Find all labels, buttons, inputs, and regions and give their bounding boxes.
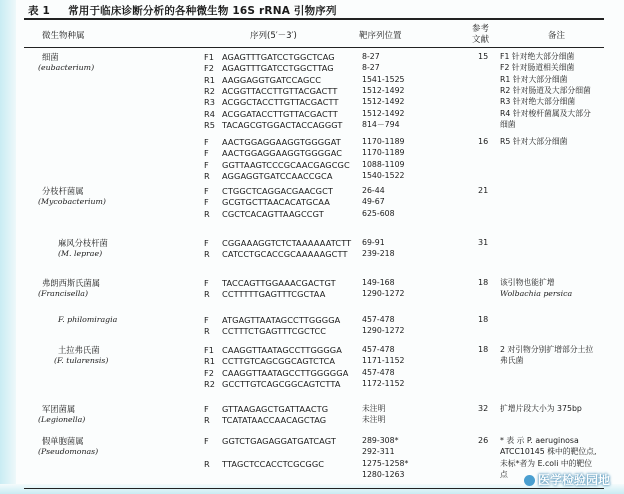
primer-label: R: [204, 289, 210, 300]
organism-name: 假单胞菌属: [42, 436, 84, 446]
target-position: 8-27: [362, 63, 380, 73]
primer-sequence: AACTGGAGGAAGGTGGGGAC: [222, 148, 343, 159]
remark-line: 弗氏菌: [500, 356, 524, 366]
watermark: [524, 471, 610, 488]
target-position: 1088-1109: [362, 159, 405, 169]
target-position: 1540-1522: [362, 170, 405, 180]
remark-line: R1 针对大部分细菌: [500, 74, 568, 84]
primer-label: R2: [204, 85, 216, 96]
primer-label: F1: [204, 52, 215, 62]
target-position: 1290-1272: [362, 289, 405, 299]
organism-name: 弗朗西斯氏菌属: [42, 278, 101, 288]
target-position: 8-27: [362, 52, 380, 61]
primer-label: F: [204, 238, 209, 248]
primer-label: F: [204, 436, 209, 446]
remark-line: 该引物也能扩增: [500, 278, 555, 287]
remark-line: R4 针对梭杆菌属及大部分: [500, 108, 591, 118]
reference-number: 16: [478, 137, 489, 146]
remark-line: 扩增片段大小为 375bp: [500, 404, 582, 413]
remark-line: F2 针对肠道相关细菌: [500, 63, 575, 73]
target-position: 814－794: [362, 119, 400, 129]
header-ref-bottom: 文献: [472, 35, 490, 45]
primer-label: R2: [204, 378, 216, 389]
header-genus: 微生物种属: [42, 31, 85, 41]
organism-name: 麻风分枝杆菌: [58, 238, 108, 248]
remark-line: R2 针对肠道及大部分细菌: [500, 85, 591, 95]
table-number: 表 1: [28, 5, 51, 17]
primer-label: F2: [204, 63, 215, 74]
primer-sequence: ACGGATACCTTGTTACGACTT: [222, 108, 338, 119]
target-position: 1172-1152: [362, 378, 405, 388]
target-position: 457-478: [362, 367, 395, 377]
page-left-margin: [0, 0, 16, 494]
organism-latin-name: (Pseudomonas): [38, 447, 99, 456]
reference-number: 18: [478, 278, 489, 287]
primer-label: F: [204, 315, 209, 325]
primer-sequence: AACTGGAGGAAGGTGGGGAT: [222, 137, 341, 147]
target-position: 1170-1189: [362, 148, 405, 158]
remark-line: Wolbachia persica: [500, 289, 573, 299]
organism-name: 细菌: [42, 52, 59, 62]
target-position: 未注明: [362, 404, 386, 413]
target-position: 1171-1152: [362, 356, 405, 366]
target-position: 1290-1272: [362, 326, 405, 336]
primer-sequence: TACCAGTTGGAAACGACTGT: [222, 278, 336, 288]
reference-number: 18: [478, 345, 489, 354]
primer-label: F: [204, 159, 209, 170]
target-position: 69-91: [362, 238, 385, 247]
primer-label: R: [204, 458, 210, 469]
primer-sequence: GCCTTGTCAGCGGCAGTCTTA: [222, 378, 341, 389]
primer-sequence: CGGAAAGGTCTCTAAAAAATCTT: [222, 238, 352, 248]
primer-sequence: CCTTTTTGAGTTTCGCTAA: [222, 289, 326, 300]
primer-sequence: TTAGCTCCACCTCGCGGC: [222, 458, 325, 469]
remark-line: F1 针对绝大部分细菌: [500, 52, 575, 61]
organism-name: 分枝杆菌属: [42, 186, 84, 196]
header-position: 靶序列位置: [359, 31, 402, 41]
organism-latin-name: (F. tularensis): [54, 356, 109, 365]
primer-sequence: AGGAGGTGATCCAACCGCA: [222, 170, 333, 181]
remark-line: 2 对引物分别扩增部分土拉: [500, 345, 594, 354]
organism-name: F. philomiragia: [58, 315, 118, 324]
target-position: 289-308*: [362, 436, 399, 445]
primer-sequence: GCGTGCTTAACACATGCAA: [222, 197, 330, 208]
primer-sequence: GGTCTGAGAGGATGATCAGT: [222, 436, 336, 446]
primer-sequence: TACAGCGTGGACTACCAGGGT: [222, 119, 343, 130]
reference-number: 21: [478, 186, 489, 195]
organism-latin-name: (M. leprae): [58, 249, 103, 258]
table-caption: [28, 3, 337, 18]
primer-sequence: AAGGAGGTGATCCAGCC: [222, 74, 322, 85]
target-position: 1512-1492: [362, 85, 405, 95]
target-position: 239-218: [362, 249, 395, 259]
primer-label: R1: [204, 356, 216, 367]
target-position: 未注明: [362, 415, 386, 425]
primer-sequence: GTTAAGAGCTGATTAACTG: [222, 404, 329, 414]
primer-label: R5: [204, 119, 216, 130]
header-ref-top: 参考: [472, 24, 490, 34]
remark-line: R5 针对大部分细菌: [500, 137, 568, 146]
reference-number: 31: [478, 238, 489, 247]
primer-sequence: CCTTGTCAGCGGCAGTCTCA: [222, 356, 336, 367]
primer-sequence: GGTTAAGTCCCGCAACGAGCGC: [222, 159, 350, 170]
primer-sequence: CAAGGTTAATAGCCTTGGGGA: [222, 345, 342, 355]
organism-latin-name: (Legionella): [38, 415, 86, 424]
primer-sequence: CATCCTGCACCGCAAAAAGCTT: [222, 249, 348, 260]
remark-line: 未标*者为 E.coli 中的靶位: [500, 458, 593, 468]
remark-line: * 表 示 P. aeruginosa: [500, 436, 579, 445]
primer-label: F: [204, 137, 209, 147]
target-position: 26-44: [362, 186, 385, 195]
target-position: 1512-1492: [362, 108, 405, 118]
reference-number: 15: [478, 52, 489, 61]
primer-sequence: ATGAGTTAATAGCCTTGGGGA: [222, 315, 341, 325]
remark-line: ATCC10145 株中的靶位点,: [500, 447, 597, 457]
primer-label: F1: [204, 345, 215, 355]
remark-line: 点: [500, 469, 508, 479]
primer-sequence: AGAGTTTGATCCTGGCTCAG: [222, 52, 335, 62]
primer-label: F: [204, 404, 209, 414]
target-position: 1512-1492: [362, 97, 405, 107]
target-position: 1275-1258*: [362, 458, 409, 468]
target-position: 292-311: [362, 447, 395, 457]
remark-line: R3 针对绝大部分细菌: [500, 97, 576, 107]
primer-label: R: [204, 326, 210, 337]
primer-label: R3: [204, 97, 216, 108]
bottom-rule: [24, 488, 604, 489]
reference-number: 26: [478, 436, 489, 445]
organism-latin-name: (Francisella): [38, 289, 89, 298]
primer-label: R1: [204, 74, 216, 85]
target-position: 625-608: [362, 208, 395, 218]
target-position: 149-168: [362, 278, 395, 287]
primer-label: F2: [204, 367, 215, 378]
organism-name: 土拉弗氏菌: [58, 345, 100, 355]
target-position: 457-478: [362, 345, 395, 354]
primer-label: F: [204, 278, 209, 288]
primer-label: F: [204, 186, 209, 196]
header-remark: 备注: [548, 31, 566, 41]
target-position: 49-67: [362, 197, 385, 207]
header-sequence: 序列(5′－3′): [250, 31, 297, 41]
primer-sequence: CGCTCACAGTTAAGCCGT: [222, 208, 324, 219]
primer-sequence: ACGGTTACCTTGTTACGACTT: [222, 85, 338, 96]
target-position: 457-478: [362, 315, 395, 324]
target-position: 1280-1263: [362, 469, 405, 479]
primer-label: R: [204, 249, 210, 260]
header-rule: [24, 47, 604, 48]
primer-sequence: CCTTTCTGAGTTTCGCTCC: [222, 326, 327, 337]
primer-label: F: [204, 197, 209, 208]
primer-sequence: CTGGCTCAGGACGAACGCT: [222, 186, 333, 196]
watermark-text: 医学检验园地: [537, 473, 610, 487]
organism-latin-name: (eubacterium): [38, 63, 95, 72]
primer-label: R: [204, 208, 210, 219]
primer-sequence: ACGGCTACCTTGTTACGACTT: [222, 97, 339, 108]
primer-label: R4: [204, 108, 216, 119]
primer-sequence: CAAGGTTAATAGCCTTGGGGGA: [222, 367, 349, 378]
primer-label: F: [204, 148, 209, 159]
remark-line: 细菌: [500, 119, 516, 129]
reference-number: 32: [478, 404, 489, 413]
primer-label: R: [204, 170, 210, 181]
primer-sequence: TCATATAACCAACAGCTAG: [222, 415, 327, 426]
top-rule: [24, 18, 604, 20]
primer-sequence: AGAGTTTGATCCTGGCTTAG: [222, 63, 334, 74]
organism-name: 军团菌属: [42, 404, 76, 414]
table-title: 常用于临床诊断分析的各种微生物 16S rRNA 引物序列: [68, 5, 337, 17]
target-position: 1170-1189: [362, 137, 405, 146]
reference-number: 18: [478, 315, 489, 324]
target-position: 1541-1525: [362, 74, 405, 84]
wechat-icon: [524, 475, 535, 486]
organism-latin-name: (Mycobacterium): [38, 197, 106, 206]
primer-label: R: [204, 415, 210, 426]
